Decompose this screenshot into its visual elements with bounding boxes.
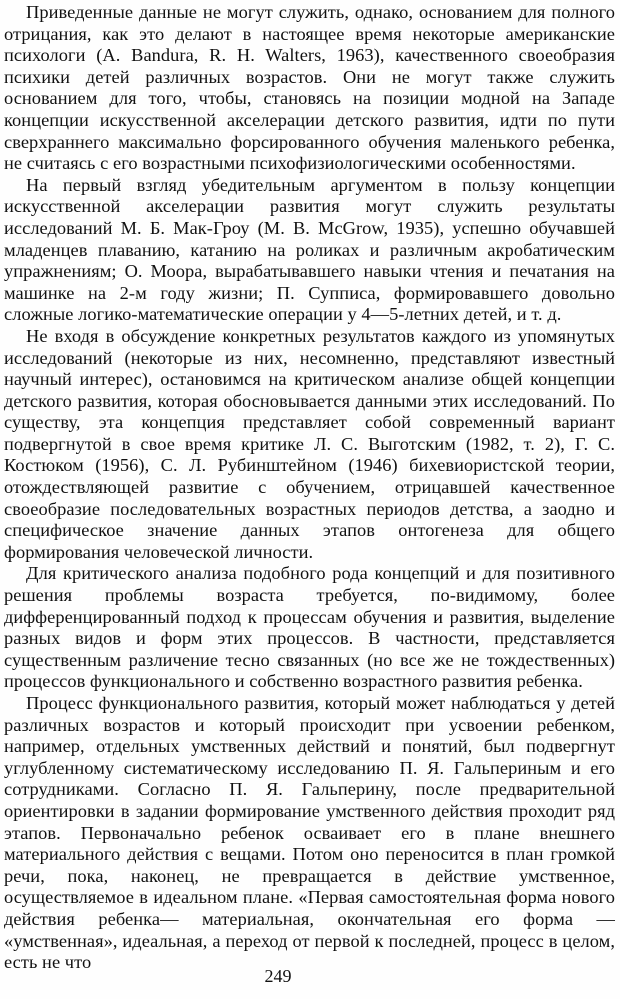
paragraph-4: Для критического анализа подобного рода концепций и для позитивного решения проблемы возраста требуется, по-видимому, более дифференцированный подход к процессам обучения и развития, выделение разных видов и форм этих процессов. В частности, представляется существенным различение тесно связанных (но все же не тождественных) процессов функционального и собственно возрастного развития ребенка. [4,563,615,692]
paragraph-1: Приведенные данные не могут служить, однако, основанием для полного отрицания, как это делают в настоящее время некоторые американские психологи (A. Bandura, R. H. Walters, 1963), качественного своеобразия психики детей различных возрастов. Они не могут также служить основанием для того, чтобы, становясь на позиции модной на Западе концепции искусственной акселерации детского развития, идти по пути сверхраннего максимально форсированного обучения маленького ребенка, не считаясь с его возрастными психофизиологическими особенностями. [4,2,615,174]
paragraph-5: Процесс функционального развития, который может наблюдаться у детей различных возрастов и который происходит при усвоении ребенком, например, отдельных умственных действий и понятий, был подвергнут углубленному систематическому исследованию П. Я. Гальпериным и его сотрудниками. Согласно П. Я. Гальперину, после предварительной ориентировки в задании формирование умственного действия проходит ряд этапов. Первоначально ребенок осваивает его в плане внешнего материального действия с вещами. Потом оно переносится в план громкой речи, пока, наконец, не превращается в действие умственное, осуществляемое в идеальном плане. «Первая самостоятельная форма нового действия ребенка— материальная, окончательная его форма — «умственная», идеальная, а переход от первой к последней, процесс в целом, есть не что [4,693,615,973]
page-number-container [0,966,620,987]
paragraph-2: На первый взгляд убедительным аргументом в пользу концепции искусственной акселерации развития могут служить результаты исследований М. Б. Мак-Гроу (M. B. McGrow, 1935), успешно обучавшей младенцев плаванию, катанию на роликах и различным акробатическим упражнениям; О. Моора, вырабатывавшего навыки чтения и печатания на машинке на 2-м году жизни; П. Супписа, формировавшего довольно сложные логико-математические операции у 4—5-летних детей, и т. д. [4,174,615,325]
page-number: 249 [264,966,292,986]
body-text [4,2,615,974]
paragraph-3: Не входя в обсуждение конкретных результатов каждого из упомянутых исследований (некоторые из них, несомненно, представляют известный научный интерес), остановимся на критическом анализе общей концепции детского развития, которая обосновывается данными этих исследований. По существу, эта концепция представляет собой современный вариант подвергнутой в свое время критике Л. С. Выготским (1982, т. 2), Г. С. Костюком (1956), С. Л. Рубинштейном (1946) бихевиористской теории, отождествляющей развитие с обучением, отрицавшей качественное своеобразие последовательных возрастных периодов детства, а заодно и специфическое значение данных этапов онтогенеза для общего формирования человеческой личности. [4,325,615,562]
